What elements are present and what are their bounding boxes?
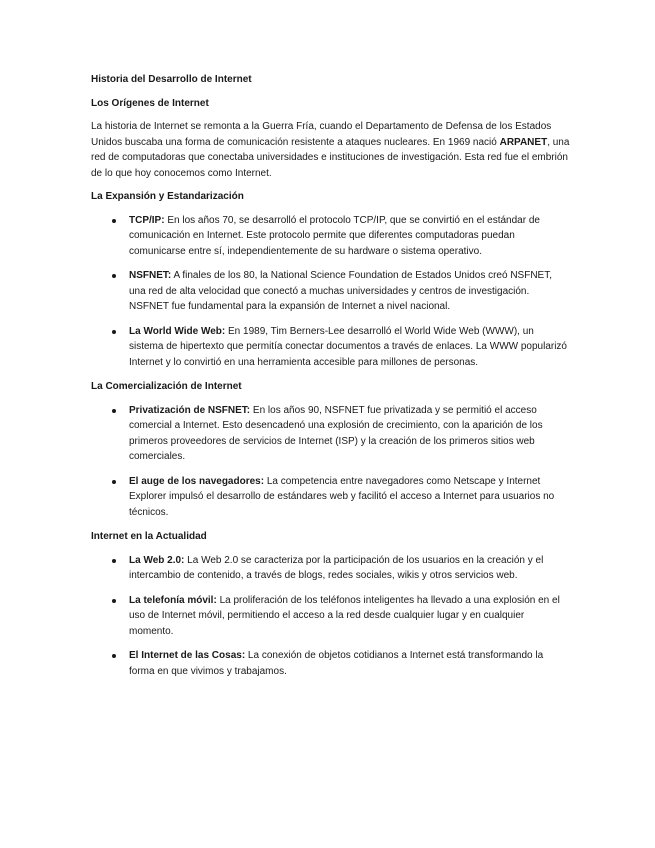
expansion-list xyxy=(91,213,571,371)
list-item-text: La proliferación de los teléfonos inteligentes ha llevado a una explosión en el uso de Internet móvil, permitiendo el acceso a la red desde cualquier lugar y en cualquier momento. xyxy=(129,594,560,637)
list-item-term: La Web 2.0: xyxy=(129,554,185,566)
section-heading-today: Internet en la Actualidad xyxy=(91,531,207,542)
section-heading-expansion: La Expansión y Estandarización xyxy=(91,191,244,202)
list-item xyxy=(91,213,571,260)
list-item xyxy=(91,553,571,584)
origins-paragraph xyxy=(91,119,571,181)
bullet-icon xyxy=(112,654,116,658)
list-item xyxy=(91,593,571,640)
bullet-icon xyxy=(112,274,116,278)
section-heading-commercialization: La Comercialización de Internet xyxy=(91,381,242,392)
list-item-term: Privatización de NSFNET: xyxy=(129,404,251,416)
bullet-icon xyxy=(112,330,116,334)
arpanet-term: ARPANET xyxy=(499,136,548,148)
list-item-text: En 1989, Tim Berners-Lee desarrolló el World Wide Web (WWW), un sistema de hipertexto que permitía conectar documentos a través de enlaces. La WWW popularizó Internet y lo convirtió en una herramienta accesible para millones de personas. xyxy=(129,325,567,368)
list-item-term: La World Wide Web: xyxy=(129,325,226,337)
list-item-term: NSFNET: xyxy=(129,270,172,281)
commercialization-list xyxy=(91,403,571,521)
list-item-term: El auge de los navegadores: xyxy=(129,475,265,487)
today-list xyxy=(91,553,571,680)
list-item-term: TCP/IP: xyxy=(129,214,165,226)
list-item-text: En los años 90, NSFNET fue privatizada y se permitió el acceso comercial a Internet. Esto desencadenó una explosión de crecimiento, con la aparición de los primeros proveedores de servicios de Internet (ISP) y la creación de los primeros sitios web comerciales. xyxy=(129,404,543,462)
list-item-term: La telefonía móvil: xyxy=(129,594,217,606)
list-item xyxy=(91,268,571,315)
list-item xyxy=(91,324,571,371)
list-item xyxy=(91,474,571,521)
origins-text-after: , una red de computadoras que conectaba universidades e instituciones de investigación. Esta red fue el embrión de lo que hoy conocemos como Internet. xyxy=(91,136,570,179)
origins-text-before: La historia de Internet se remonta a la Guerra Fría, cuando el Departamento de Defensa de los Estados Unidos buscaba una forma de comunicación resistente a ataques nucleares. En 1969 nació xyxy=(91,121,552,148)
list-item-text: La Web 2.0 se caracteriza por la participación de los usuarios en la creación y el intercambio de contenido, a través de blogs, redes sociales, wikis y otros servicios web. xyxy=(129,554,544,581)
document-title: Historia del Desarrollo de Internet xyxy=(91,74,252,85)
list-item-text: A finales de los 80, la National Science Foundation de Estados Unidos creó NSFNET, una red de alta velocidad que conectó a muchas universidades y centros de investigación. NSFNET fue fundamental para la expansión de Internet a nivel nacional. xyxy=(129,270,553,312)
list-item xyxy=(91,648,571,679)
bullet-icon xyxy=(112,409,116,413)
section-heading-origins: Los Orígenes de Internet xyxy=(91,97,209,109)
bullet-icon xyxy=(112,599,116,603)
bullet-icon xyxy=(112,559,116,563)
list-item-term: El Internet de las Cosas: xyxy=(129,650,246,661)
list-item-text: La competencia entre navegadores como Netscape y Internet Explorer impulsó el desarrollo de estándares web y facilitó el acceso a Internet para usuarios no técnicos. xyxy=(129,475,555,518)
bullet-icon xyxy=(112,219,116,223)
list-item-text: La conexión de objetos cotidianos a Internet está transformando la forma en que vivimos y trabajamos. xyxy=(129,650,544,677)
list-item-text: En los años 70, se desarrolló el protocolo TCP/IP, que se convirtió en el estándar de comunicación en Internet. Este protocolo permite que diferentes computadoras puedan comunicarse entre sí, independientemente de su hardware o sistema operativo. xyxy=(129,214,540,257)
document-page xyxy=(91,72,571,688)
bullet-icon xyxy=(112,480,116,484)
list-item xyxy=(91,403,571,465)
